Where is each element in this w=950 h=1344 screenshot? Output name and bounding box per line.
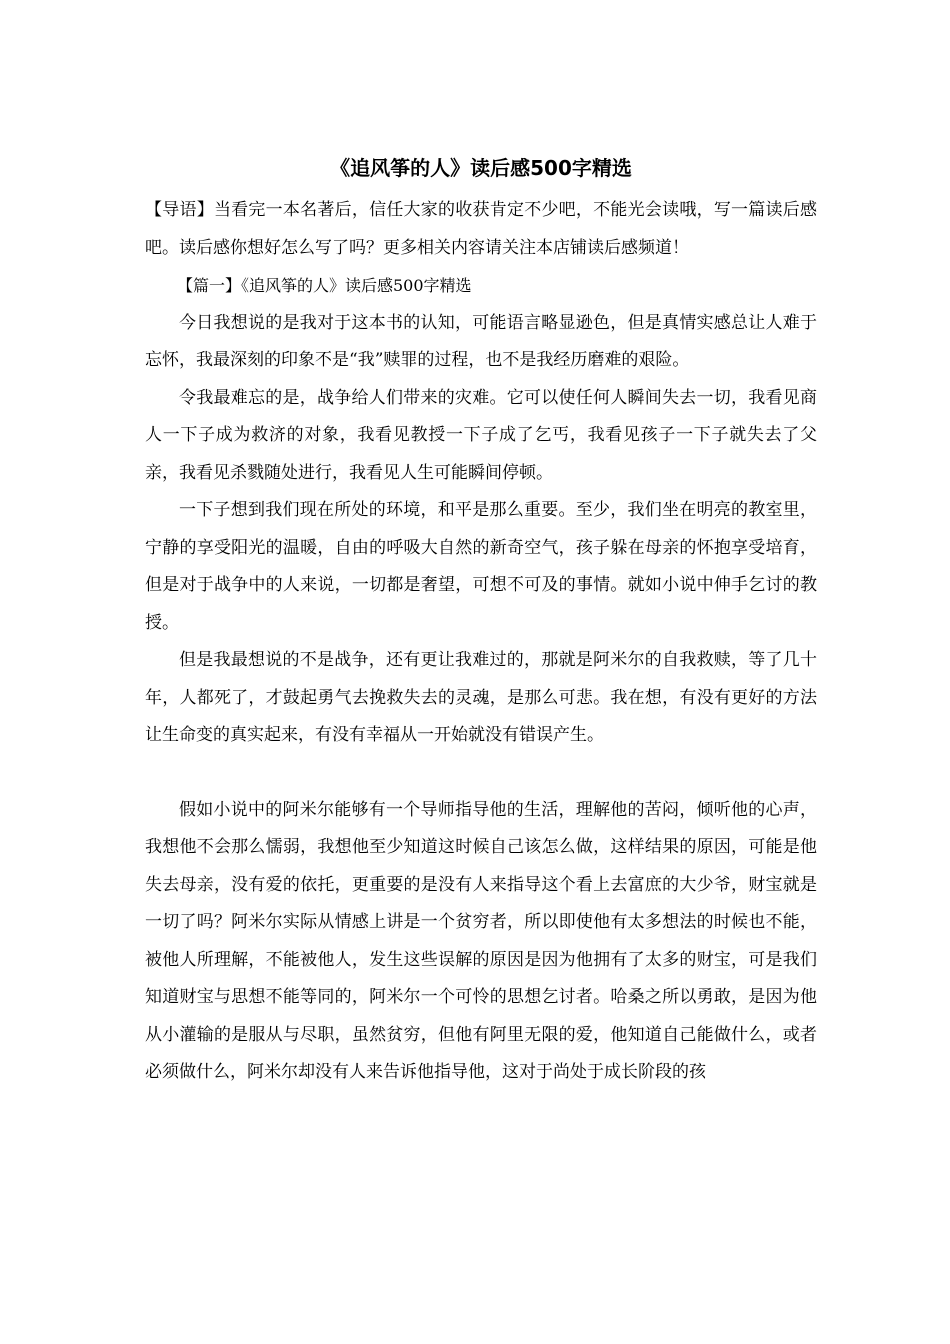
document-body <box>145 148 817 1092</box>
body-paragraph-4: 但是我最想说的不是战争，还有更让我难过的，那就是阿米尔的自我救赎，等了几十年，人都死了，才鼓起勇气去挽救失去的灵魂，是那么可悲。我在想，有没有更好的方法让生命变的真实起来，有没有幸福从一开始就没有错误产生。 <box>145 650 817 745</box>
body-paragraph-5: 假如小说中的阿米尔能够有一个导师指导他的生活，理解他的苦闷，倾听他的心声，我想他不会那么懦弱，我想他至少知道这时候自己该怎么做，这样结果的原因，可能是他失去母亲，没有爱的依托，更重要的是没有人来指导这个看上去富庶的大少爷，财宝就是一切了吗？阿米尔实际从情感上讲是一个贫穷者，所以即使他有太多想法的时候也不能，被他人所理解，不能被他人，发生这些误解的原因是因为他拥有了太多的财宝，可是我们知道财宝与思想不能等同的，阿米尔一个可怜的思想乞讨者。哈桑之所以勇敢，是因为他从小灌输的是服从与尽职，虽然贫穷，但他有阿里无限的爱，他知道自己能做什么，或者必须做什么，阿米尔却没有人来告诉他指导他，这对于尚处于成长阶段的孩 <box>145 799 817 1082</box>
body-paragraph-3: 一下子想到我们现在所处的环境，和平是那么重要。至少，我们坐在明亮的教室里，宁静的享受阳光的温暖，自由的呼吸大自然的新奇空气，孩子躲在母亲的怀抱享受培育，但是对于战争中的人来说，一切都是奢望，可想不可及的事情。就如小说中伸手乞讨的教授。 <box>145 500 817 633</box>
body-paragraph-2: 令我最难忘的是，战争给人们带来的灾难。它可以使任何人瞬间失去一切，我看见商人一下子成为救济的对象，我看见教授一下子成了乞丐，我看见孩子一下子就失去了父亲，我看见杀戮随处进行，我看见人生可能瞬间停顿。 <box>145 387 817 483</box>
body-paragraph-1: 今日我想说的是我对于这本书的认知，可能语言略显逊色，但是真情实感总让人难于忘怀，我最深刻的印象不是“我”赎罪的过程，也不是我经历磨难的艰险。 <box>145 312 817 370</box>
paragraph-spacer <box>145 755 817 792</box>
section-heading: 【篇一】《追风筝的人》读后感500字精选 <box>177 276 472 295</box>
intro-paragraph: 【导语】当看完一本名著后，信任大家的收获肯定不少吧，不能光会读哦，写一篇读后感吧。读后感你想好怎么写了吗？更多相关内容请关注本店铺读后感频道！ <box>145 200 817 258</box>
document-title: 《追风筝的人》读后感500字精选 <box>330 156 632 180</box>
